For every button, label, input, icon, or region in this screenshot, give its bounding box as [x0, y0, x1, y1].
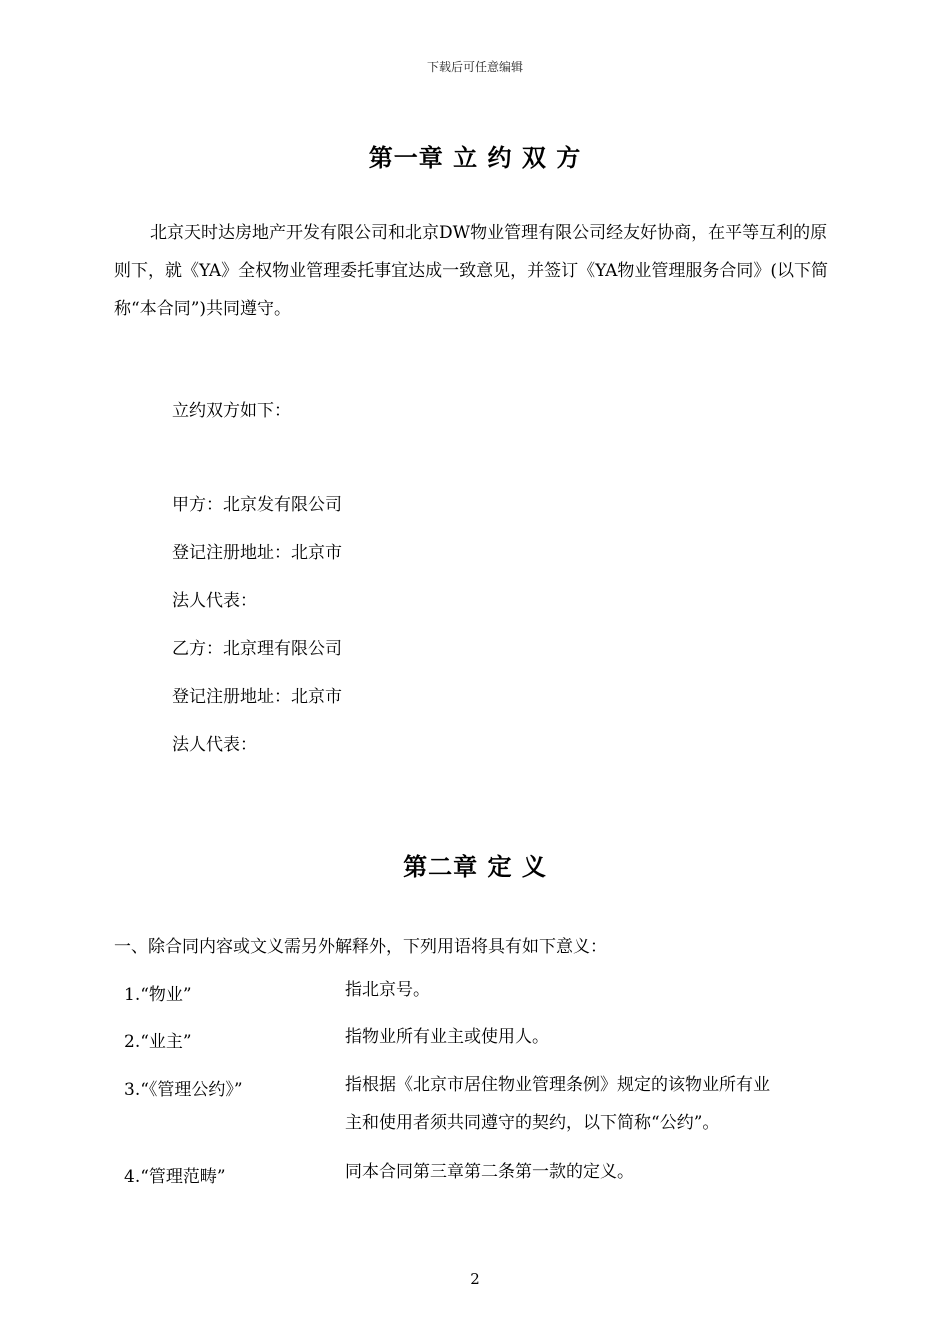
- chapter-2-intro: 一、除合同内容或文义需另外解释外，下列用语将具有如下意义：: [114, 937, 607, 957]
- party-a-representative: 法人代表：: [172, 591, 257, 611]
- definition-term: 2.“业主”: [124, 1032, 192, 1052]
- definition-term: 1.“物业”: [124, 985, 192, 1005]
- definition-term: 4.“管理范畴”: [124, 1167, 226, 1187]
- page-number: 2: [470, 1270, 480, 1288]
- parties-intro: 立约双方如下：: [172, 401, 291, 421]
- party-a-name: 甲方：北京发有限公司: [172, 495, 342, 515]
- definition-text: 指物业所有业主或使用人。: [345, 1027, 549, 1047]
- definition-text-line-2: 主和使用者须共同遵守的契约，以下简称“公约”。: [345, 1113, 720, 1133]
- party-a-address: 登记注册地址：北京市: [172, 543, 342, 563]
- definition-term: 3.“《管理公约》”: [124, 1080, 243, 1100]
- definition-text-line-1: 指根据《北京市居住物业管理条例》规定的该物业所有业: [345, 1075, 770, 1095]
- party-b-address: 登记注册地址：北京市: [172, 687, 342, 707]
- definition-text: 同本合同第三章第二条第一款的定义。: [345, 1162, 634, 1182]
- chapter-1-title: 第一章 立 约 双 方: [368, 143, 582, 172]
- chapter-2-title: 第二章 定 义: [403, 852, 547, 881]
- party-b-representative: 法人代表：: [172, 735, 257, 755]
- definition-text: 指北京号。: [345, 980, 430, 1000]
- chapter-1-intro-paragraph: 北京天时达房地产开发有限公司和北京DW物业管理有限公司经友好协商，在平等互利的原则下，就《YA》全权物业管理委托事宜达成一致意见，并签订《YA物业管理服务合同》(以下简称“本合同”)共同遵守。: [114, 223, 828, 319]
- header-note: 下载后可任意编辑: [426, 60, 523, 74]
- party-b-name: 乙方：北京理有限公司: [172, 639, 342, 659]
